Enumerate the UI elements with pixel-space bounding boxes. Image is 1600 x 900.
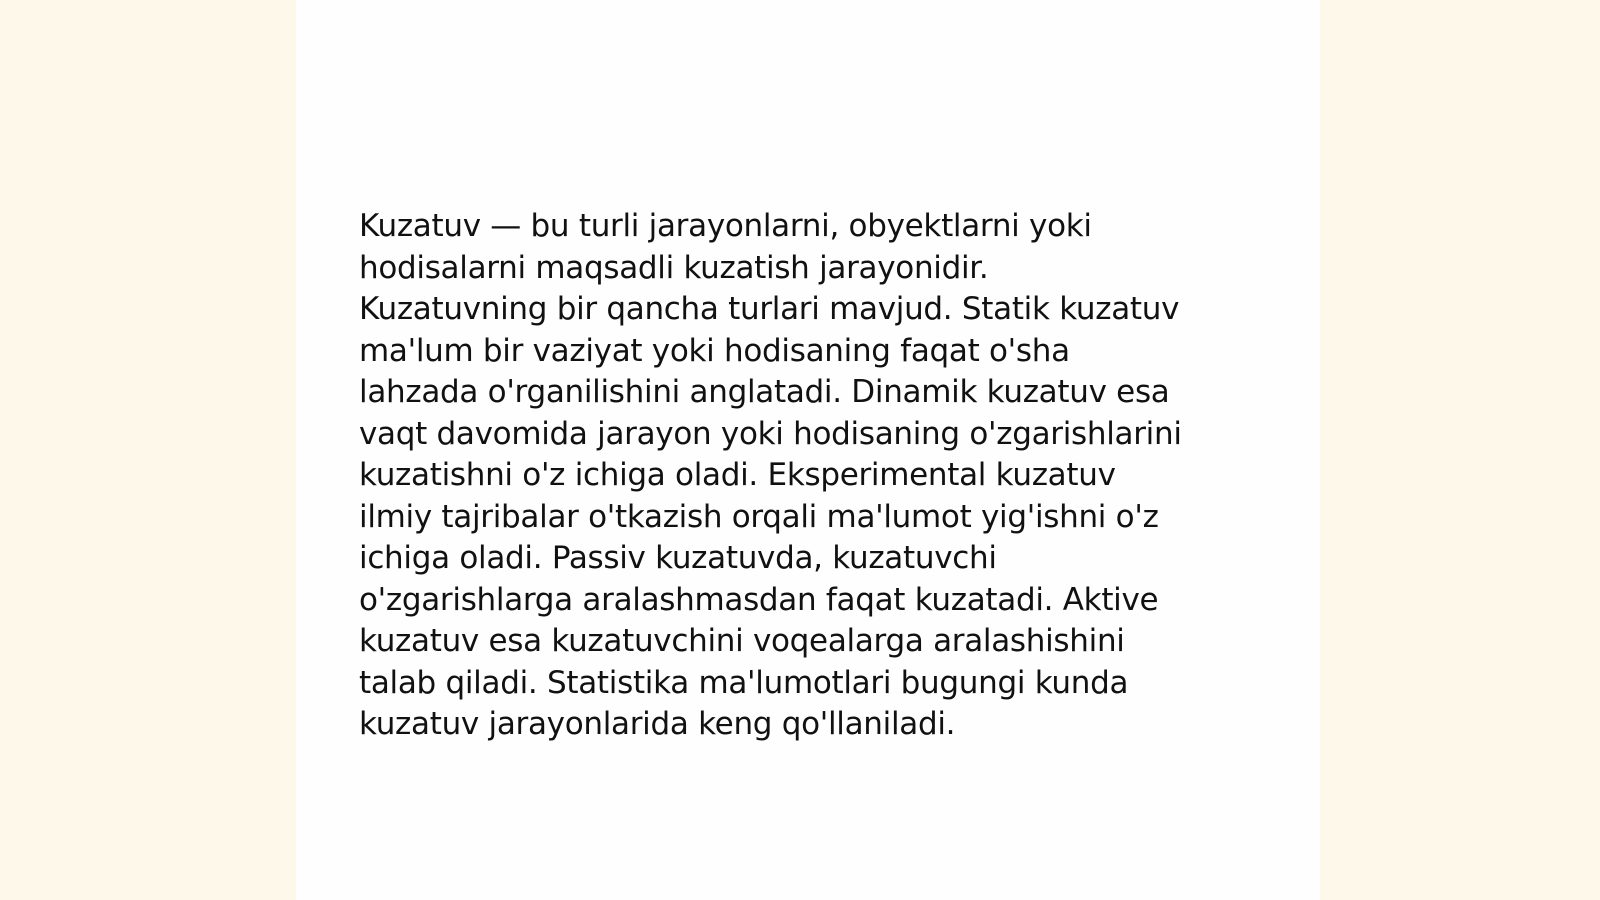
body-line: talab qiladi. Statistika ma'lumotlari bugungi kunda <box>359 664 1129 701</box>
slide <box>296 0 1320 900</box>
body-line: kuzatuv esa kuzatuvchini voqealarga aralashishini <box>359 623 1125 659</box>
body-line: Kuzatuvning bir qancha turlari mavjud. Statik kuzatuv <box>359 291 1180 327</box>
body-line: ma'lum bir vaziyat yoki hodisaning faqat o'sha <box>359 332 1070 369</box>
body-line: kuzatuv jarayonlarida keng qo'llaniladi. <box>359 706 956 742</box>
body-line: vaqt davomida jarayon yoki hodisaning o'zgarishlarini <box>359 415 1182 452</box>
body-line: lahzada o'rganilishini anglatadi. Dinamik kuzatuv esa <box>359 374 1170 410</box>
body-line: ichiga oladi. Passiv kuzatuvda, kuzatuvchi <box>359 540 997 576</box>
body-line: ilmiy tajribalar o'tkazish orqali ma'lumot yig'ishni o'z <box>359 498 1159 535</box>
body-line: kuzatishni o'z ichiga oladi. Eksperimental kuzatuv <box>359 457 1116 493</box>
body-line: hodisalarni maqsadli kuzatish jarayonidir. <box>359 249 989 286</box>
slide-body-text <box>359 206 1259 746</box>
body-line: Kuzatuv — bu turli jarayonlarni, obyektlarni yoki <box>359 208 1092 244</box>
body-line: o'zgarishlarga aralashmasdan faqat kuzatadi. Aktive <box>359 581 1159 618</box>
